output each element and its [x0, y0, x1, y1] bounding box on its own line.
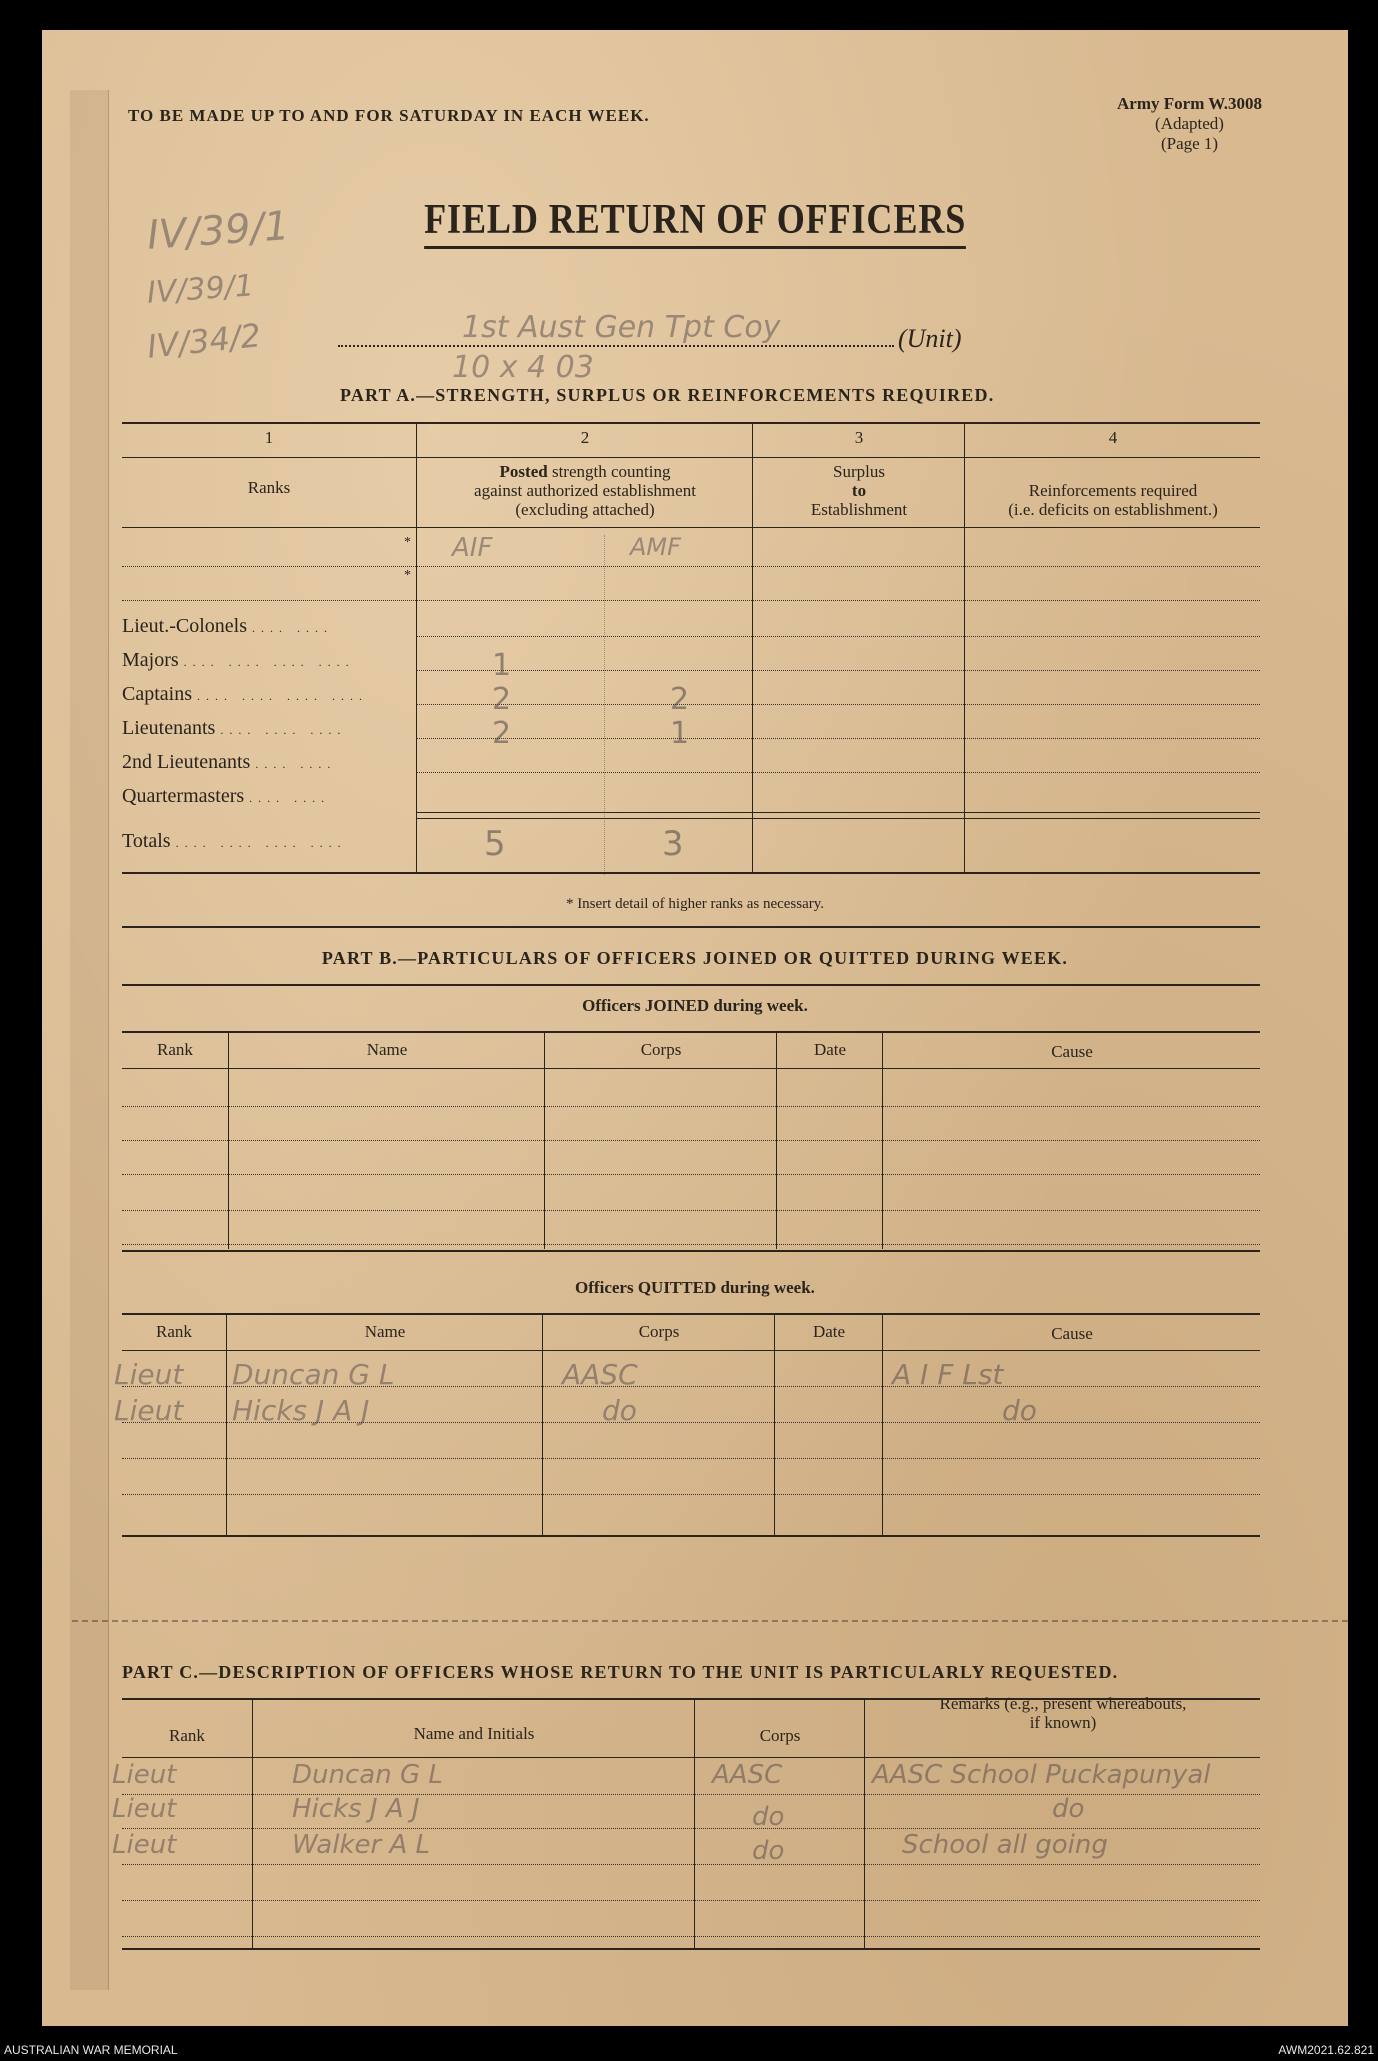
part-b-heading: PART B.—PARTICULARS OF OFFICERS JOINED OR QUITTED DURING WEEK.	[321, 948, 1069, 968]
partc-col-rank: Rank	[169, 1726, 205, 1745]
col-posted-header	[418, 462, 752, 519]
partc-r1-corps: AASC	[712, 1760, 783, 1790]
unit-handwritten: 1st Aust Gen Tpt Coy	[462, 310, 781, 345]
partc-vline-3	[864, 1698, 865, 1948]
partc-row-2	[122, 1828, 1260, 1829]
part-a-heading: PART A.—STRENGTH, SURPLUS OR REINFORCEMENTS REQUIRED.	[340, 385, 995, 405]
quitted-vline-1	[226, 1313, 227, 1535]
joined-title: Officers JOINED during week.	[582, 996, 808, 1015]
joined-col-name: Name	[366, 1040, 408, 1059]
quitted-bottom-rule	[122, 1535, 1260, 1537]
margin-note-3: IV/34/2	[145, 316, 263, 366]
surplus-line1: Surplus	[833, 462, 885, 481]
quitted-r2-name: Hicks J A J	[232, 1394, 370, 1427]
margin-note-2: IV/39/1	[145, 268, 255, 311]
quitted-col-date: Date	[812, 1322, 846, 1341]
rank-quartermasters: Quartermasters .... ....	[122, 785, 331, 807]
partc-r1-remarks: AASC School Puckapunyal	[872, 1760, 1211, 1790]
partc-col-corps: Corps	[759, 1726, 801, 1745]
partc-col-name: Name and Initials	[413, 1724, 535, 1743]
quitted-vline-3	[774, 1313, 775, 1535]
quitted-col-rank: Rank	[156, 1322, 192, 1341]
form-number: Army Form W.3008	[1117, 94, 1262, 113]
partc-r3-name: Walker A L	[292, 1830, 430, 1860]
row-capt-line	[416, 704, 1260, 705]
entry-lieutenants-aif: 2	[492, 716, 512, 751]
joined-row-5	[122, 1244, 1260, 1245]
row-qm-line-2	[416, 818, 1260, 819]
partc-row-1	[122, 1794, 1260, 1795]
joined-row-2	[122, 1140, 1260, 1141]
col-ranks-header: Ranks	[247, 478, 291, 497]
partc-row-4	[122, 1900, 1260, 1901]
joined-row-1	[122, 1106, 1260, 1107]
surplus-line2: to	[851, 481, 867, 500]
joined-row-4	[122, 1210, 1260, 1211]
rank-lieutenants: Lieutenants .... .... ....	[122, 717, 347, 739]
joined-col-cause: Cause	[1051, 1042, 1093, 1061]
part-b-top-rule	[122, 984, 1260, 986]
col-surplus-header	[754, 462, 964, 519]
joined-col-date: Date	[813, 1040, 847, 1059]
col-reinf-header	[966, 481, 1260, 519]
title-text: FIELD RETURN OF OFFICERS	[424, 196, 966, 249]
subhead-aif: AIF	[452, 533, 493, 563]
quitted-row-3	[122, 1458, 1260, 1459]
partc-row-3	[122, 1864, 1260, 1865]
partc-r2-name: Hicks J A J	[292, 1794, 420, 1824]
footer-accession: AWM2021.62.821	[1278, 2043, 1374, 2057]
rank-lieut-colonels: Lieut.-Colonels .... ....	[122, 615, 333, 637]
joined-header-rule	[122, 1068, 1260, 1069]
joined-row-3	[122, 1174, 1260, 1175]
remarks-line2: if known)	[1029, 1713, 1097, 1732]
form-adapted: (Adapted)	[1155, 114, 1224, 133]
asterisk-2: *	[404, 568, 411, 583]
posted-bold: Posted	[499, 462, 548, 481]
quitted-col-name: Name	[364, 1322, 406, 1341]
torn-edge-strip	[70, 90, 109, 1990]
partc-r1-rank: Lieut	[112, 1760, 177, 1790]
quitted-col-cause: Cause	[1051, 1324, 1093, 1343]
joined-col-rank: Rank	[157, 1040, 193, 1059]
footer-archive: AUSTRALIAN WAR MEMORIAL	[4, 2043, 178, 2057]
reinf-line2: (i.e. deficits on establishment.)	[1008, 500, 1218, 519]
reinf-line1: Reinforcements required	[1028, 481, 1198, 500]
quitted-header-rule	[122, 1350, 1260, 1351]
quitted-r2-cause: do	[1002, 1394, 1037, 1427]
partc-col-remarks	[866, 1694, 1260, 1732]
col-num-2: 2	[580, 428, 590, 447]
header-note: TO BE MADE UP TO AND FOR SATURDAY IN EACH WEEK.	[128, 106, 650, 125]
row-lt-line	[416, 738, 1260, 739]
entry-captains-aif: 2	[492, 682, 512, 717]
partc-r2-corps: do	[752, 1802, 785, 1832]
entry-captains-amf: 2	[670, 682, 690, 717]
part-a-num-rule	[122, 457, 1260, 458]
partc-r3-rank: Lieut	[112, 1830, 177, 1860]
partc-header-rule	[122, 1757, 1260, 1758]
partc-bottom-rule	[122, 1948, 1260, 1950]
part-a-vline-3	[964, 422, 965, 872]
posted-line3: (excluding attached)	[515, 500, 655, 519]
quitted-title: Officers QUITTED during week.	[575, 1278, 815, 1297]
row-maj-line	[416, 670, 1260, 671]
partc-r3-corps: do	[752, 1836, 785, 1866]
joined-col-corps: Corps	[640, 1040, 682, 1059]
asterisk-1: *	[404, 535, 411, 550]
row-blank2-line	[122, 600, 1260, 601]
remarks-line1: Remarks (e.g., present whereabouts,	[939, 1694, 1187, 1713]
quitted-row-4	[122, 1494, 1260, 1495]
joined-bottom-rule	[122, 1250, 1260, 1252]
unit-label: (Unit)	[898, 324, 962, 353]
aif-amf-divider	[604, 535, 605, 875]
col-num-3: 3	[854, 428, 864, 447]
quitted-row-2	[122, 1422, 1260, 1423]
margin-note-1: IV/39/1	[145, 203, 291, 259]
part-c-heading: PART C.—DESCRIPTION OF OFFICERS WHOSE RETURN TO THE UNIT IS PARTICULARLY REQUESTED.	[122, 1662, 1119, 1682]
posted-rest: strength counting	[547, 462, 671, 481]
joined-top-rule	[122, 1031, 1260, 1033]
partc-vline-1	[252, 1698, 253, 1948]
quitted-vline-2	[542, 1313, 543, 1535]
quitted-vline-4	[882, 1313, 883, 1535]
col-num-1: 1	[264, 428, 274, 447]
quitted-row-1	[122, 1386, 1260, 1387]
part-a-vline-1	[416, 422, 417, 872]
surplus-line3: Establishment	[810, 500, 908, 519]
form-sheet	[42, 30, 1348, 2026]
unit-line	[338, 345, 894, 347]
rank-captains: Captains .... .... .... ....	[122, 683, 368, 705]
part-a-top-rule	[122, 422, 1260, 424]
part-a-footnote: * Insert detail of higher ranks as necessary.	[565, 896, 825, 912]
quitted-r2-rank: Lieut	[114, 1394, 184, 1427]
quitted-r1-name: Duncan G L	[232, 1358, 395, 1391]
subhead-amf: AMF	[630, 533, 681, 561]
part-a-end-rule	[122, 926, 1260, 928]
fold-line	[72, 1620, 1348, 1622]
quitted-top-rule	[122, 1313, 1260, 1315]
entry-majors-aif: 1	[492, 648, 512, 683]
quitted-r1-rank: Lieut	[114, 1358, 184, 1391]
part-a-vline-2	[752, 422, 753, 872]
part-a-bottom-rule	[122, 872, 1260, 874]
totals-label: Totals .... .... .... ....	[122, 830, 347, 852]
row-2lt-line	[416, 772, 1260, 773]
partc-vline-2	[694, 1698, 695, 1948]
quitted-r2-corps: do	[602, 1394, 637, 1427]
row-blank1-line	[122, 566, 1260, 567]
form-page: (Page 1)	[1160, 134, 1219, 153]
quitted-r1-corps: AASC	[562, 1358, 638, 1391]
rank-majors: Majors .... .... .... ....	[122, 649, 355, 671]
entry-lieutenants-amf: 1	[670, 716, 690, 751]
posted-line2: against authorized establishment	[474, 481, 696, 500]
quitted-col-corps: Corps	[638, 1322, 680, 1341]
entry-totals-aif: 5	[484, 824, 506, 864]
row-lc-line	[416, 636, 1260, 637]
entry-totals-amf: 3	[662, 824, 684, 864]
partc-r2-remarks: do	[1052, 1794, 1085, 1824]
form-number-block	[1117, 94, 1262, 154]
partc-r2-rank: Lieut	[112, 1794, 177, 1824]
partc-r3-remarks: School all going	[902, 1830, 1108, 1860]
part-a-header-rule	[122, 527, 1260, 528]
partc-r1-name: Duncan G L	[292, 1760, 443, 1790]
rank-2nd-lieutenants: 2nd Lieutenants .... ....	[122, 751, 337, 773]
row-qm-line	[416, 812, 1260, 813]
unit-handwritten-2: 10 x 4 03	[452, 350, 594, 385]
quitted-r1-cause: A I F Lst	[892, 1358, 1004, 1391]
partc-row-5	[122, 1936, 1260, 1937]
col-num-4: 4	[1108, 428, 1118, 447]
